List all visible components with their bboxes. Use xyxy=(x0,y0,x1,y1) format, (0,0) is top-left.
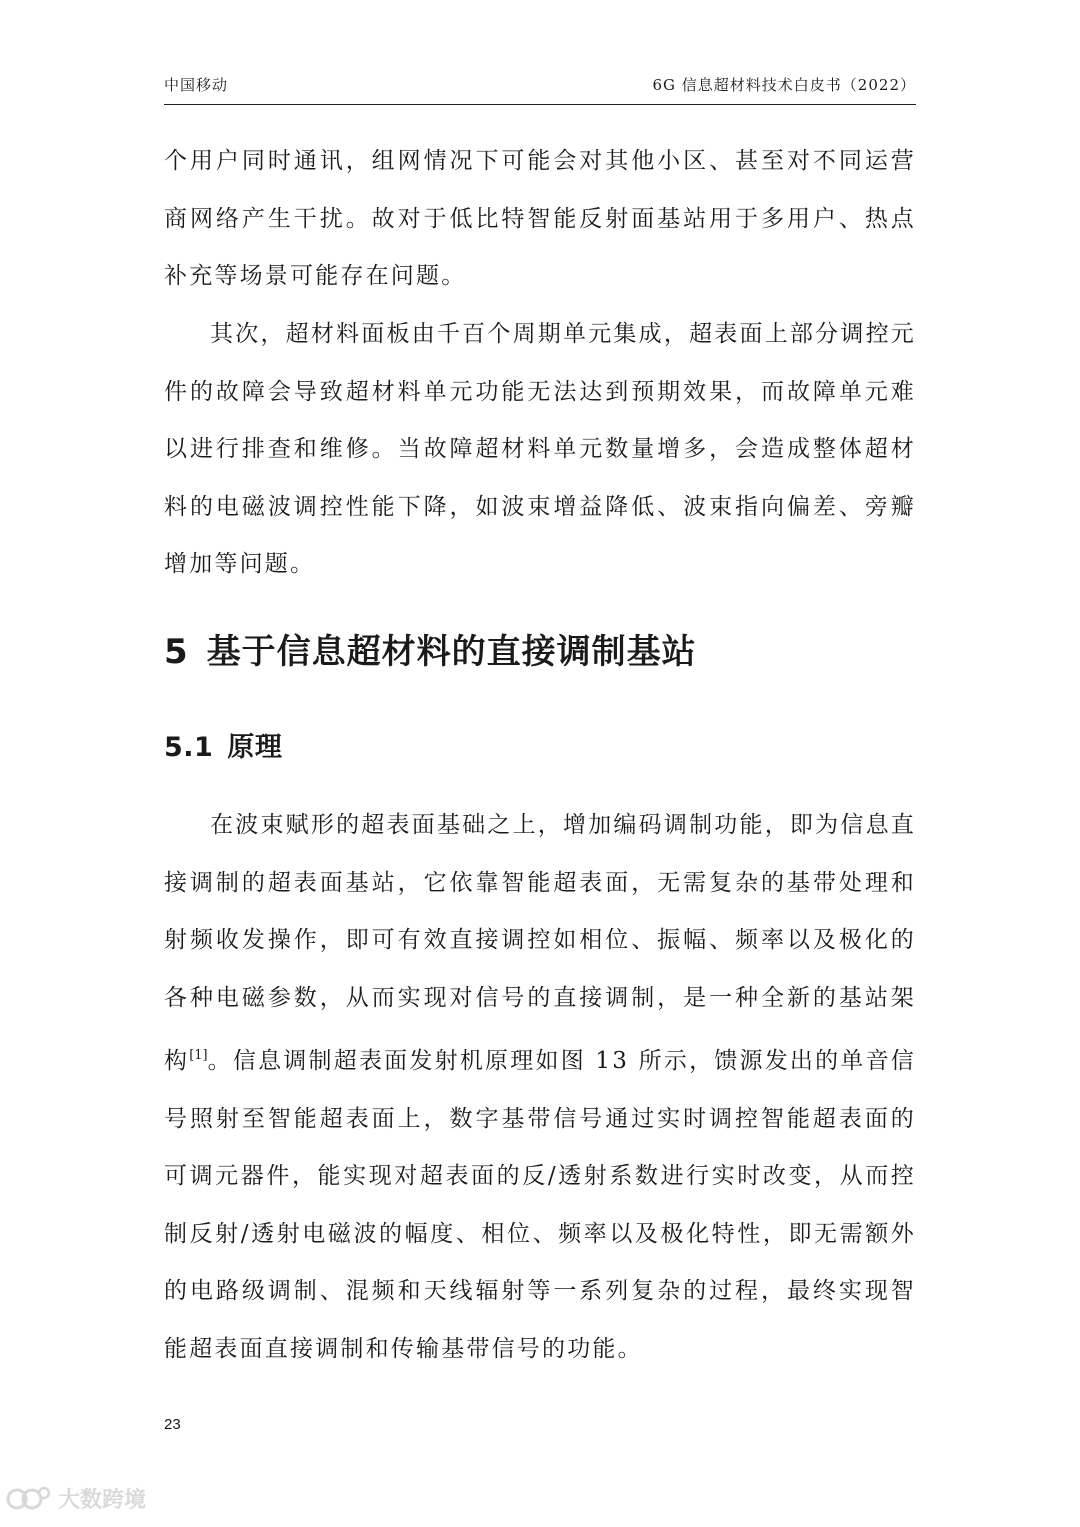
watermark-text: 大数跨境 xyxy=(58,1488,147,1513)
paragraph-3-text-b: 。信息调制超表面发射机原理如图 13 所示，馈源发出的单音信号照射至智能超表面上，数字基带信号通过实时调控智能超表面的可调元器件，能实现对超表面的反/透射系数进行实时改变，从而控制反射/透射电磁波的幅度、相位、频率以及极化特性，即无需额外的电路级调制、混频和天线辐射等一系列复杂的过程，最终实现智能超表面直接调制和传输基带信号的功能。 xyxy=(164,1048,916,1362)
paragraph-3-text-a: 在波束赋形的超表面基础之上，增加编码调制功能，即为信息直接调制的超表面基站，它依靠智能超表面，无需复杂的基带处理和射频收发操作，即可有效直接调控如相位、振幅、频率以及极化的各种电磁参数，从而实现对信号的直接调制，是一种全新的基站架构 xyxy=(164,812,916,1074)
section-heading xyxy=(164,725,282,764)
paragraph-2 xyxy=(164,306,916,594)
paragraph-2-text: 其次，超材料面板由千百个周期单元集成，超表面上部分调控元件的故障会导致超材料单元功能无法达到预期效果，而故障单元难以进行排查和维修。当故障超材料单元数量增多，会造成整体超材料的电磁波调控性能下降，如波束增益降低、波束指向偏差、旁瓣增加等问题。 xyxy=(164,321,916,577)
citation-ref[interactable]: [1] xyxy=(189,1048,208,1063)
paragraph-3 xyxy=(164,797,916,1378)
section-number: 5.1 xyxy=(164,732,214,763)
page-header xyxy=(164,74,916,105)
page-number: 23 xyxy=(164,1416,181,1433)
chapter-heading xyxy=(164,624,697,673)
header-right: 6G 信息超材料技术白皮书（2022） xyxy=(652,76,916,94)
watermark-logo-icon xyxy=(6,1484,52,1514)
header-left: 中国移动 xyxy=(164,76,229,94)
chapter-number: 5 xyxy=(164,632,189,672)
paragraph-1: 个用户同时通讯，组网情况下可能会对其他小区、甚至对不同运营商网络产生干扰。故对于低比特智能反射面基站用于多用户、热点补充等场景可能存在问题。 xyxy=(164,148,916,289)
chapter-title: 基于信息超材料的直接调制基站 xyxy=(206,632,697,672)
watermark xyxy=(6,1483,146,1514)
section-title: 原理 xyxy=(227,732,283,763)
